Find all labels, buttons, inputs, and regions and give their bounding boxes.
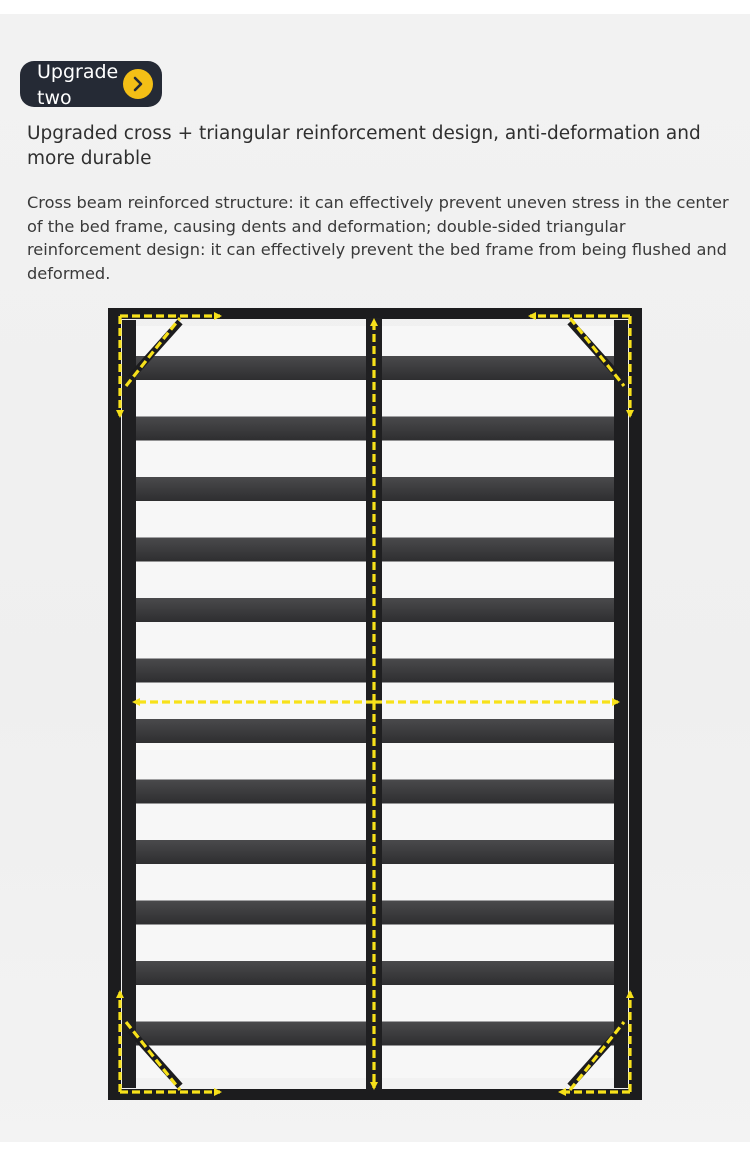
slat-left-11 [136,961,366,985]
slat-left-7 [136,719,366,743]
top-band [0,0,750,14]
slat-left-12 [136,1022,366,1046]
upgrade-badge [20,61,162,107]
badge-label: Upgrade two [37,61,119,109]
slat-right-2 [382,417,614,441]
slat-left-1 [136,356,366,380]
slat-right-1 [382,356,614,380]
slat-left-9 [136,840,366,864]
slat-left-10 [136,901,366,925]
slat-right-6 [382,659,614,683]
headline: Upgraded cross + triangular reinforcement design, anti-deformation and more durable [27,123,701,169]
slat-right-5 [382,598,614,622]
slat-left-4 [136,538,366,562]
slat-right-12 [382,1022,614,1046]
slat-left-3 [136,477,366,501]
slat-right-8 [382,780,614,804]
slat-left-2 [136,417,366,441]
slat-right-11 [382,961,614,985]
slat-left-6 [136,659,366,683]
bed-frame-illustration [108,308,642,1100]
slat-left-5 [136,598,366,622]
slat-right-9 [382,840,614,864]
slat-right-3 [382,477,614,501]
slat-right-10 [382,901,614,925]
slat-right-4 [382,538,614,562]
bottom-band [0,1142,750,1154]
chevron-right-icon [123,69,153,99]
left-rail [122,320,136,1088]
right-rail [614,320,628,1088]
description: Cross beam reinforced structure: it can effectively prevent uneven stress in the center of the bed frame, causing dents and deformation; double-sided triangular reinforcement design: it can effectively prevent the bed frame from being flushed and deformed. [27,193,729,283]
slat-right-7 [382,719,614,743]
slat-left-8 [136,780,366,804]
